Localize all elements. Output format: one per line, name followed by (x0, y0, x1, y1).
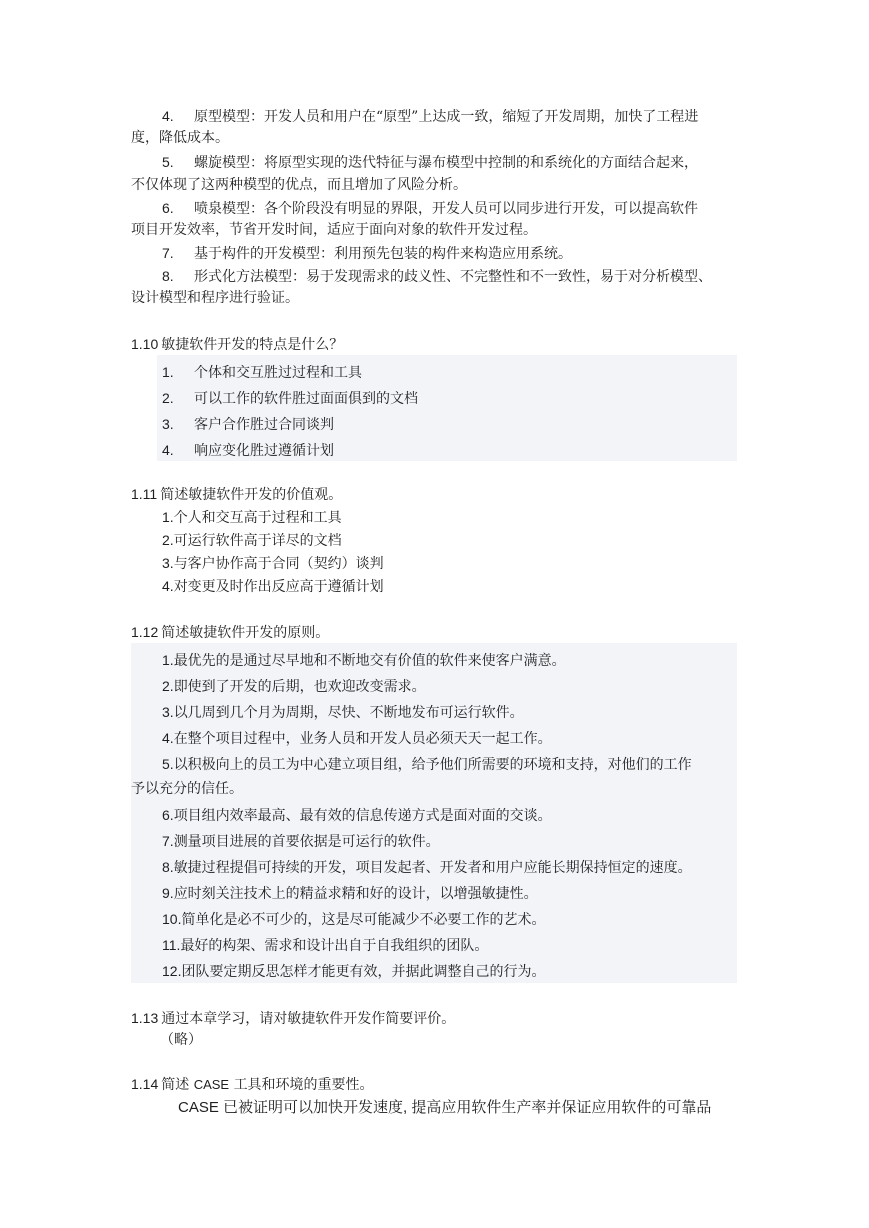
q112-item-10-text: 简单化是必不可少的，这是尽可能减少不必要工作的艺术。 (181, 912, 546, 928)
q112-item-6-number: 6. (162, 807, 174, 823)
question-1-11-number: 1.11 (131, 486, 158, 502)
model-item-4-number: 4. (162, 108, 174, 124)
question-1-14-heading (131, 1074, 374, 1095)
q111-item-2-number: 2. (162, 532, 174, 548)
model-item-7-number: 7. (162, 245, 174, 261)
question-1-13-title: 通过本章学习，请对敏捷软件开发作简要评价。 (161, 1011, 456, 1027)
q112-item-4-number: 4. (162, 730, 174, 746)
q112-item-6 (162, 805, 552, 826)
question-1-12-heading (131, 622, 329, 643)
model-item-8-number: 8. (162, 268, 174, 284)
q112-item-9-number: 9. (162, 885, 174, 901)
q110-item-2-text: 可以工作的软件胜过面面俱到的文档 (194, 391, 418, 407)
model-item-7-text: 基于构件的开发模型：利用预先包装的构件来构造应用系统。 (194, 246, 572, 262)
q110-item-1-text: 个体和交互胜过过程和工具 (194, 365, 362, 381)
q112-item-2-number: 2. (162, 678, 174, 694)
q112-item-3-text: 以几周到几个月为周期，尽快、不断地发布可运行软件。 (173, 705, 524, 721)
question-1-12-title: 简述敏捷软件开发的原则。 (161, 625, 330, 641)
q112-item-8-text: 敏捷过程提倡可持续的开发，项目发起者、开发者和用户应能长期保持恒定的速度。 (173, 860, 692, 876)
q112-item-5-line2: 予以充分的信任。 (131, 781, 243, 797)
question-1-13-heading (131, 1008, 455, 1029)
question-1-10-heading (131, 334, 343, 355)
question-1-14-title-post: 工具和环境的重要性。 (233, 1077, 374, 1093)
q111-item-2 (162, 530, 342, 551)
q112-item-4-text: 在整个项目过程中，业务人员和开发人员必须天天一起工作。 (173, 731, 552, 747)
q110-item-1 (162, 362, 362, 383)
q112-item-12-number: 12. (162, 963, 182, 979)
question-1-10-title: 敏捷软件开发的特点是什么？ (161, 337, 344, 353)
q110-item-4 (162, 440, 334, 461)
q110-item-3-text: 客户合作胜过合同谈判 (194, 417, 334, 433)
question-1-11-title: 简述敏捷软件开发的价值观。 (160, 487, 343, 503)
q112-item-6-text: 项目组内效率最高、最有效的信息传递方式是面对面的交谈。 (173, 808, 552, 824)
q110-item-2 (162, 388, 418, 409)
question-1-13-number: 1.13 (131, 1010, 159, 1026)
q112-item-5-number: 5. (162, 756, 174, 772)
model-item-6-line2: 项目开发效率，节省开发时间，适应于面向对象的软件开发过程。 (131, 222, 537, 238)
question-1-14-answer: CASE 已被证明可以加快开发速度, 提高应用软件生产率并保证应用软件的可靠品 (178, 1099, 712, 1116)
q112-item-9-text: 应时刻关注技术上的精益求精和好的设计，以增强敏捷性。 (173, 886, 538, 902)
model-item-6-number: 6. (162, 200, 174, 216)
q112-item-1 (162, 650, 566, 671)
q112-item-7-number: 7. (162, 833, 174, 849)
q112-item-8-number: 8. (162, 859, 174, 875)
question-1-10-number: 1.10 (131, 336, 159, 352)
q112-item-9 (162, 883, 538, 904)
q110-item-4-text: 响应变化胜过遵循计划 (194, 443, 334, 459)
q112-item-7-text: 测量项目进展的首要依据是可运行的软件。 (173, 834, 440, 850)
q112-item-11 (162, 935, 488, 956)
q112-item-11-number: 11. (162, 937, 181, 953)
q111-item-3 (162, 553, 384, 574)
q111-item-4 (162, 576, 384, 597)
q112-item-1-number: 1. (162, 652, 174, 668)
q111-item-1-text: 个人和交互高于过程和工具 (173, 510, 342, 526)
q110-item-3-number: 3. (162, 416, 174, 432)
model-item-7-line1 (162, 243, 572, 264)
q112-item-3-number: 3. (162, 704, 174, 720)
q112-item-10-number: 10. (162, 911, 182, 927)
question-1-14-title-pre: 简述 (161, 1077, 190, 1093)
model-item-5-number: 5. (162, 154, 174, 170)
model-item-5-line1 (162, 152, 698, 173)
model-item-5-text: 螺旋模型：将原型实现的迭代特征与瀑布模型中控制的和系统化的方面结合起来， (194, 155, 698, 171)
q112-item-8 (162, 857, 692, 878)
question-1-14-title-case: CASE (193, 1077, 230, 1092)
q112-item-5-text: 以积极向上的员工为中心建立项目组，给予他们所需要的环境和支持，对他们的工作 (173, 757, 692, 773)
model-item-8-line1 (162, 266, 712, 287)
q112-item-1-text: 最优先的是通过尽早地和不断地交有价值的软件来使客户满意。 (173, 653, 566, 669)
q111-item-4-text: 对变更及时作出反应高于遵循计划 (173, 579, 384, 595)
question-1-11-heading (131, 484, 342, 505)
q111-item-2-text: 可运行软件高于详尽的文档 (173, 533, 342, 549)
question-1-14-number: 1.14 (131, 1076, 159, 1092)
q112-item-5 (162, 754, 692, 775)
q112-item-11-text: 最好的构架、需求和设计出自于自我组织的团队。 (180, 938, 489, 954)
q112-item-4 (162, 728, 552, 749)
q111-item-1 (162, 507, 342, 528)
q111-item-3-number: 3. (162, 555, 174, 571)
q111-item-4-number: 4. (162, 578, 174, 594)
model-item-8-line2: 设计模型和程序进行验证。 (131, 290, 299, 306)
q112-item-7 (162, 831, 440, 852)
q112-item-12 (162, 961, 545, 982)
q110-item-3 (162, 414, 334, 435)
q110-item-4-number: 4. (162, 442, 174, 458)
model-item-4-text: 原型模型：开发人员和用户在“原型”上达成一致，缩短了开发周期，加快了工程进 (194, 109, 699, 125)
q112-item-10 (162, 909, 545, 930)
q111-item-1-number: 1. (162, 509, 174, 525)
q110-item-1-number: 1. (162, 364, 174, 380)
q112-item-2 (162, 676, 426, 697)
model-item-6-line1 (162, 198, 698, 219)
model-item-6-text: 喷泉模型：各个阶段没有明显的界限，开发人员可以同步进行开发，可以提高软件 (194, 201, 698, 217)
question-1-12-number: 1.12 (131, 624, 159, 640)
model-item-8-text: 形式化方法模型：易于发现需求的歧义性、不完整性和不一致性，易于对分析模型、 (194, 269, 712, 285)
model-item-4-line2: 度，降低成本。 (131, 130, 229, 146)
q112-item-3 (162, 702, 524, 723)
q112-item-2-text: 即使到了开发的后期，也欢迎改变需求。 (173, 679, 426, 695)
model-item-4-line1 (162, 106, 698, 127)
q111-item-3-text: 与客户协作高于合同（契约）谈判 (173, 556, 384, 572)
model-item-5-line2: 不仅体现了这两种模型的优点，而且增加了风险分析。 (131, 177, 467, 193)
q110-item-2-number: 2. (162, 390, 174, 406)
q112-item-12-text: 团队要定期反思怎样才能更有效，并据此调整自己的行为。 (181, 964, 546, 980)
question-1-13-answer: （略） (160, 1032, 202, 1048)
